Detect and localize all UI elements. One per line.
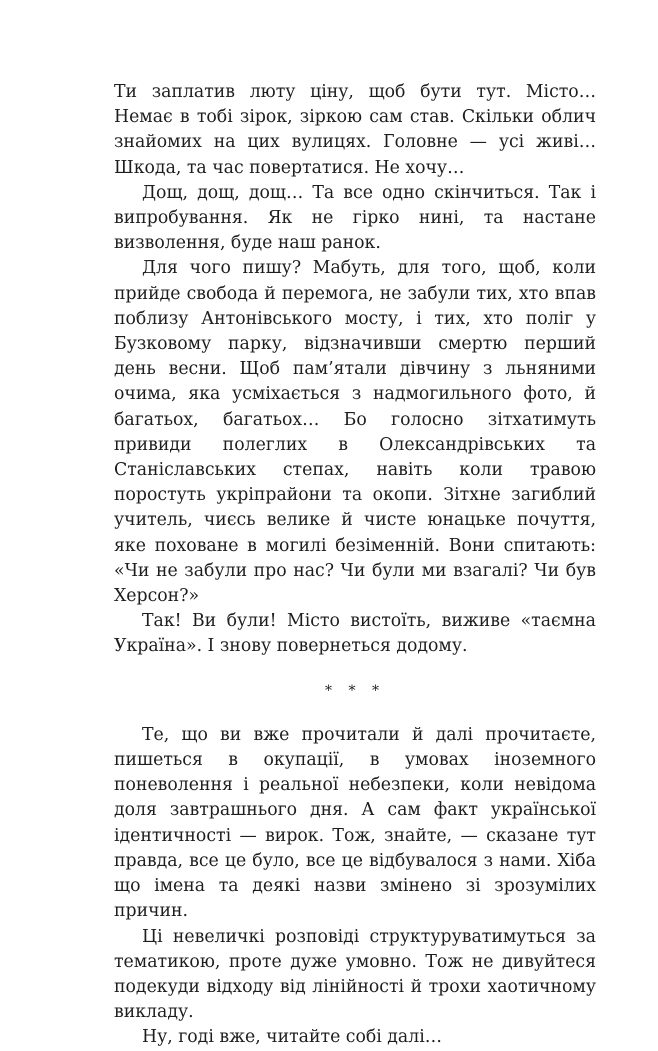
- paragraph-2: Дощ, дощ, дощ… Та все одно скінчиться. Так і випробування. Як не гірко нині, та настане визволення, буде наш ранок.: [114, 182, 596, 254]
- paragraph-7: Ну, годі вже, читайте собі далі…: [142, 1027, 443, 1048]
- book-page: [114, 80, 596, 1051]
- paragraph-6: Ці невеличкі розповіді структуруватимуться за тематикою, проте дуже умовно. Тож не дивуйтеся подекуди відходу від лінійності й трохи хаотичному викладу.: [114, 926, 596, 1023]
- section-separator: * * *: [325, 682, 385, 699]
- paragraph-4: Так! Ви були! Місто вистоїть, виживе «таємна Україна». І знову повернеться додому.: [114, 611, 596, 657]
- paragraph-5: Те, що ви вже прочитали й далі прочитаєте, пишеться в окупації, в умовах іноземного поневолення і реальної небезпеки, коли невідома доля завтрашнього дня. А сам факт української ідентичності — вирок. Тож, знайте, — сказане тут правда, все це було, все це відбувалося з нами. Хіба що імена та деякі назви змінено зі зрозумілих причин.: [114, 724, 596, 922]
- paragraph-1: Ти заплатив люту ціну, щоб бути тут. Місто… Немає в тобі зірок, зіркою сам став. Скільки облич знайомих на цих вулицях. Головне — усі живі… Шкода, та час повертатися. Не хочу…: [114, 82, 596, 178]
- paragraph-3: Для чого пишу? Мабуть, для того, щоб, коли прийде свобода й перемога, не забули тих, хто впав поблизу Антонівського мосту, і тих, хто поліг у Бузковому парку, відзначивши смертю перший день весни. Щоб пам’ятали дівчину з льняними очима, яка усміхається з надмогильного фото, й багатьох, багатьох… Бо голосно зітхатимуть привиди полеглих в Олександрівських та Станіславських степах, навіть коли травою поростуть укріпрайони та окопи. Зітхне загиблий учитель, чиєсь велике й чисте юнацьке почуття, яке поховане в могилі безіменній. Вони спитають: «Чи не забули про нас? Чи були ми взагалі? Чи був Херсон?»: [114, 258, 596, 607]
